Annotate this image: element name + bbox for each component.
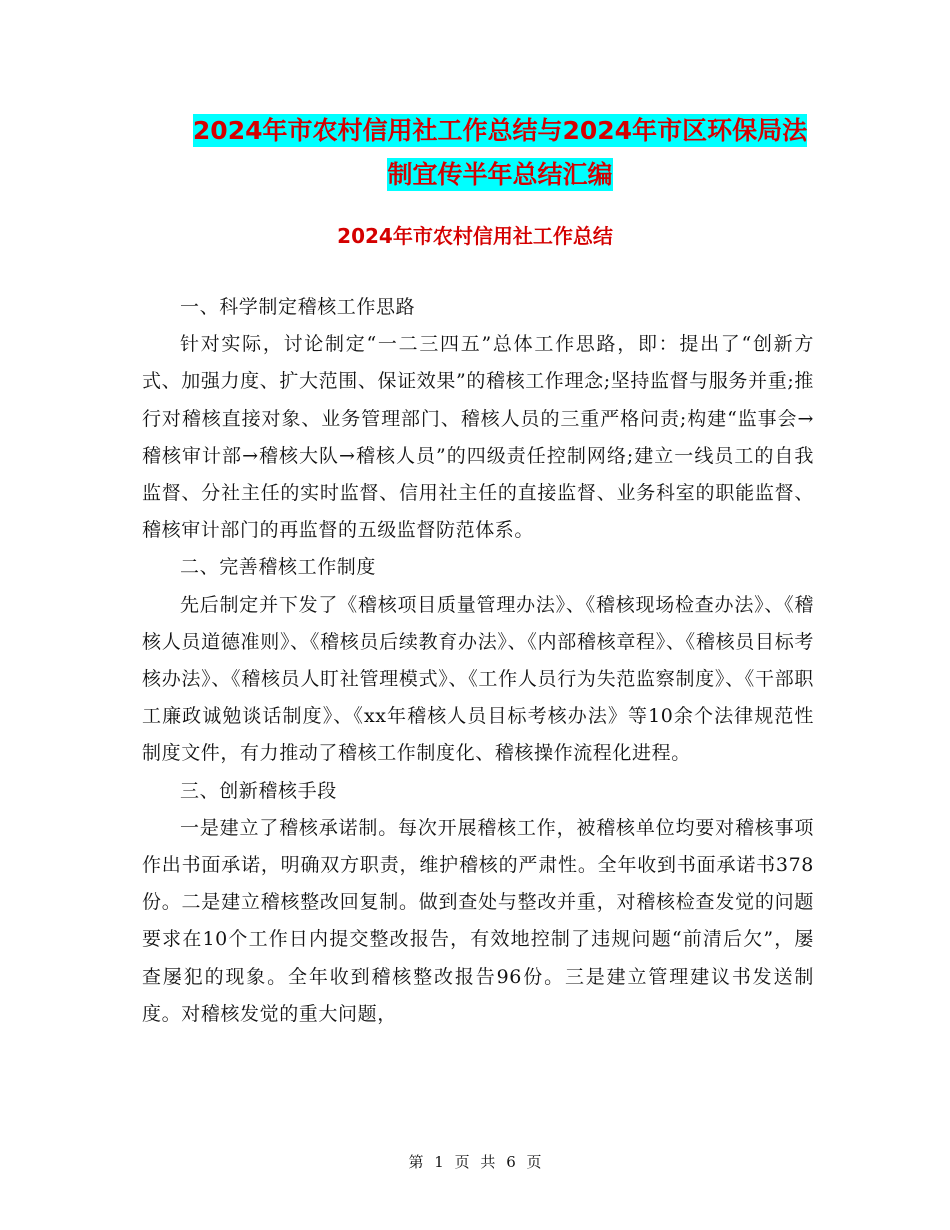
footer-current-page: 1 — [434, 1153, 444, 1171]
document-title-line-2 — [140, 152, 860, 198]
footer-label-ye2: 页 — [526, 1153, 542, 1171]
paragraph-3: 一是建立了稽核承诺制。每次开展稽核工作，被稽核单位均要对稽核事项作出书面承诺，明确双方职责，维护稽核的严肃性。全年收到书面承诺书378份。二是建立稽核整改回复制。做到查处与整改并重，对稽核检查发觉的问题要求在10个工作日内提交整改报告，有效地控制了违规问题“前清后欠”，屡查屡犯的现象。全年收到稽核整改报告96份。三是建立管理建议书发送制度。对稽核发觉的重大问题， — [142, 816, 814, 1025]
heading-2: 二、完善稽核工作制度 — [180, 556, 377, 579]
section-title: 2024年市农村信用社工作总结 — [337, 224, 613, 248]
footer-total-pages: 6 — [506, 1153, 516, 1171]
heading-1: 一、科学制定稽核工作思路 — [180, 296, 416, 318]
footer-label-total: 共 — [480, 1153, 496, 1171]
paragraph-1: 针对实际，讨论制定“一二三四五”总体工作思路，即：提出了“创新方式、加强力度、扩大范围、保证效果”的稽核工作理念;坚持监督与服务并重;推行对稽核直接对象、业务管理部门、稽核人员的三重严格问责;构建“监事会→稽核审计部→稽核大队→稽核人员”的四级责任控制网络;建立一线员工的自我监督、分社主任的实时监督、信用社主任的直接监督、业务科室的职能监督、稽核审计部门的再监督的五级监督防范体系。 — [142, 333, 814, 542]
title-highlight-1: 2024年市农村信用社工作总结与2024年市区环保局法 — [192, 116, 808, 145]
document-title-line-1 — [140, 108, 860, 154]
title-highlight-2: 制宜传半年总结汇编 — [387, 160, 613, 189]
page-footer — [0, 1150, 950, 1174]
footer-label-ye: 页 — [454, 1153, 470, 1171]
paragraph-2: 先后制定并下发了《稽核项目质量管理办法》、《稽核现场检查办法》、《稽核人员道德准则》、《稽核员后续教育办法》、《内部稽核章程》、《稽核员目标考核办法》、《稽核员人盯社管理模式》、《工作人员行为失范监察制度》、《干部职工廉政诚勉谈话制度》、《xx年稽核人员目标考核办法》等10余个法律规范性制度文件，有力推动了稽核工作制度化、稽核操作流程化进程。 — [142, 593, 814, 765]
document-body — [142, 289, 814, 1033]
heading-3: 三、创新稽核手段 — [180, 779, 337, 802]
footer-label-page: 第 — [408, 1153, 424, 1171]
